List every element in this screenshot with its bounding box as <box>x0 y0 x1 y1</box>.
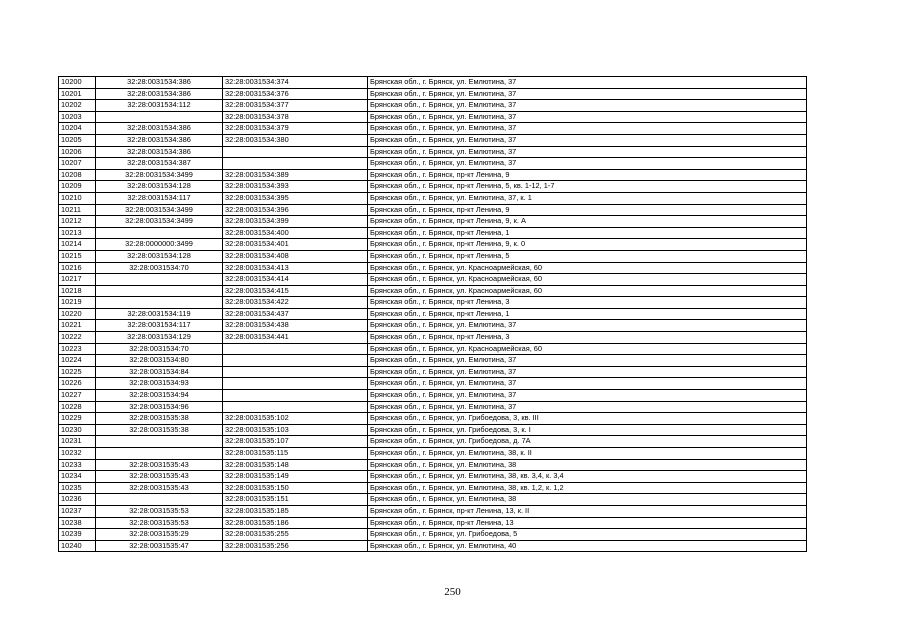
row-number-cell: 10233 <box>59 459 96 471</box>
object-cadastral-number-cell: 32:28:0031534:422 <box>223 297 368 309</box>
row-number-cell: 10238 <box>59 517 96 529</box>
cadastral-number-cell: 32:28:0031534:84 <box>96 366 223 378</box>
object-cadastral-number-cell <box>223 158 368 170</box>
object-cadastral-number-cell: 32:28:0031534:396 <box>223 204 368 216</box>
row-number-cell: 10222 <box>59 332 96 344</box>
object-cadastral-number-cell: 32:28:0031535:103 <box>223 424 368 436</box>
row-number-cell: 10202 <box>59 100 96 112</box>
address-cell: Брянская обл., г. Брянск, ул. Емлютина, 37 <box>368 134 807 146</box>
address-cell: Брянская обл., г. Брянск, пр-кт Ленина, 9, к. 0 <box>368 239 807 251</box>
address-cell: Брянская обл., г. Брянск, пр-кт Ленина, 5 <box>368 250 807 262</box>
table-row <box>59 297 807 309</box>
row-number-cell: 10223 <box>59 343 96 355</box>
table-row <box>59 192 807 204</box>
object-cadastral-number-cell <box>223 146 368 158</box>
cadastral-number-cell: 32:28:0031534:387 <box>96 158 223 170</box>
row-number-cell: 10220 <box>59 308 96 320</box>
cadastral-number-cell: 32:28:0031534:386 <box>96 123 223 135</box>
cadastral-number-cell <box>96 227 223 239</box>
cadastral-number-cell: 32:28:0031534:119 <box>96 308 223 320</box>
table-row <box>59 239 807 251</box>
cadastral-number-cell: 32:28:0031535:43 <box>96 459 223 471</box>
row-number-cell: 10232 <box>59 448 96 460</box>
address-cell: Брянская обл., г. Брянск, пр-кт Ленина, 13 <box>368 517 807 529</box>
address-cell: Брянская обл., г. Брянск, ул. Емлютина, 37 <box>368 320 807 332</box>
cadastral-number-cell <box>96 111 223 123</box>
row-number-cell: 10237 <box>59 505 96 517</box>
cadastral-number-cell <box>96 448 223 460</box>
object-cadastral-number-cell: 32:28:0031535:102 <box>223 413 368 425</box>
row-number-cell: 10203 <box>59 111 96 123</box>
table-body <box>59 77 807 552</box>
table-row <box>59 494 807 506</box>
row-number-cell: 10216 <box>59 262 96 274</box>
object-cadastral-number-cell: 32:28:0031535:151 <box>223 494 368 506</box>
page-number: 250 <box>444 586 461 598</box>
address-cell: Брянская обл., г. Брянск, ул. Емлютина, 37 <box>368 77 807 89</box>
cadastral-number-cell: 32:28:0031534:96 <box>96 401 223 413</box>
object-cadastral-number-cell: 32:28:0031534:377 <box>223 100 368 112</box>
row-number-cell: 10227 <box>59 390 96 402</box>
address-cell: Брянская обл., г. Брянск, ул. Грибоедова, 5 <box>368 529 807 541</box>
address-cell: Брянская обл., г. Брянск, ул. Емлютина, 37 <box>368 146 807 158</box>
row-number-cell: 10235 <box>59 482 96 494</box>
table-row <box>59 88 807 100</box>
object-cadastral-number-cell <box>223 401 368 413</box>
object-cadastral-number-cell: 32:28:0031534:401 <box>223 239 368 251</box>
cadastral-number-cell: 32:28:0031534:386 <box>96 146 223 158</box>
object-cadastral-number-cell: 32:28:0031534:415 <box>223 285 368 297</box>
row-number-cell: 10239 <box>59 529 96 541</box>
address-cell: Брянская обл., г. Брянск, ул. Емлютина, 37 <box>368 378 807 390</box>
table-row <box>59 158 807 170</box>
address-cell: Брянская обл., г. Брянск, ул. Красноармейская, 60 <box>368 343 807 355</box>
table-row <box>59 505 807 517</box>
table-row <box>59 100 807 112</box>
address-cell: Брянская обл., г. Брянск, ул. Грибоедова, 3, к. I <box>368 424 807 436</box>
table-row <box>59 285 807 297</box>
table-row <box>59 308 807 320</box>
table-row <box>59 390 807 402</box>
address-cell: Брянская обл., г. Брянск, ул. Емлютина, 37 <box>368 355 807 367</box>
address-cell: Брянская обл., г. Брянск, пр-кт Ленина, 9 <box>368 204 807 216</box>
cadastral-number-cell: 32:28:0031534:386 <box>96 77 223 89</box>
row-number-cell: 10208 <box>59 169 96 181</box>
table-row <box>59 262 807 274</box>
object-cadastral-number-cell: 32:28:0031534:395 <box>223 192 368 204</box>
cadastral-number-cell: 32:28:0031534:117 <box>96 192 223 204</box>
address-cell: Брянская обл., г. Брянск, ул. Емлютина, 37 <box>368 390 807 402</box>
address-cell: Брянская обл., г. Брянск, ул. Красноармейская, 60 <box>368 262 807 274</box>
row-number-cell: 10225 <box>59 366 96 378</box>
cadastral-number-cell <box>96 494 223 506</box>
object-cadastral-number-cell: 32:28:0031535:185 <box>223 505 368 517</box>
row-number-cell: 10214 <box>59 239 96 251</box>
address-cell: Брянская обл., г. Брянск, ул. Красноармейская, 60 <box>368 285 807 297</box>
address-cell: Брянская обл., г. Брянск, пр-кт Ленина, 9, к. А <box>368 216 807 228</box>
table-row <box>59 123 807 135</box>
cadastral-number-cell <box>96 297 223 309</box>
cadastral-number-cell: 32:28:0031534:70 <box>96 343 223 355</box>
row-number-cell: 10218 <box>59 285 96 297</box>
cadastral-number-cell: 32:28:0031535:29 <box>96 529 223 541</box>
row-number-cell: 10210 <box>59 192 96 204</box>
address-cell: Брянская обл., г. Брянск, ул. Емлютина, 37 <box>368 158 807 170</box>
address-cell: Брянская обл., г. Брянск, пр-кт Ленина, 1 <box>368 227 807 239</box>
row-number-cell: 10205 <box>59 134 96 146</box>
object-cadastral-number-cell: 32:28:0031534:399 <box>223 216 368 228</box>
address-cell: Брянская обл., г. Брянск, ул. Грибоедова, д. 7А <box>368 436 807 448</box>
cadastral-number-cell: 32:28:0031534:128 <box>96 250 223 262</box>
row-number-cell: 10219 <box>59 297 96 309</box>
object-cadastral-number-cell: 32:28:0031534:413 <box>223 262 368 274</box>
address-cell: Брянская обл., г. Брянск, ул. Грибоедова, 3, кв. III <box>368 413 807 425</box>
cadastral-number-cell: 32:28:0031534:117 <box>96 320 223 332</box>
cadastral-number-cell: 32:28:0031534:80 <box>96 355 223 367</box>
row-number-cell: 10228 <box>59 401 96 413</box>
object-cadastral-number-cell: 32:28:0031534:378 <box>223 111 368 123</box>
address-cell: Брянская обл., г. Брянск, пр-кт Ленина, 3 <box>368 297 807 309</box>
cadastral-number-cell: 32:28:0031535:53 <box>96 505 223 517</box>
cadastral-number-cell: 32:28:0031534:3499 <box>96 204 223 216</box>
table-row <box>59 204 807 216</box>
row-number-cell: 10234 <box>59 471 96 483</box>
cadastral-number-cell: 32:28:0031534:112 <box>96 100 223 112</box>
table-row <box>59 448 807 460</box>
cadastral-number-cell: 32:28:0031534:128 <box>96 181 223 193</box>
object-cadastral-number-cell: 32:28:0031534:379 <box>223 123 368 135</box>
row-number-cell: 10215 <box>59 250 96 262</box>
table-row <box>59 517 807 529</box>
table-row <box>59 343 807 355</box>
object-cadastral-number-cell: 32:28:0031534:393 <box>223 181 368 193</box>
row-number-cell: 10201 <box>59 88 96 100</box>
cadastral-table <box>58 76 807 552</box>
cadastral-number-cell: 32:28:0031534:386 <box>96 88 223 100</box>
table-row <box>59 169 807 181</box>
object-cadastral-number-cell <box>223 378 368 390</box>
table-row <box>59 274 807 286</box>
cadastral-number-cell: 32:28:0031535:38 <box>96 424 223 436</box>
address-cell: Брянская обл., г. Брянск, ул. Емлютина, 37 <box>368 401 807 413</box>
address-cell: Брянская обл., г. Брянск, ул. Емлютина, 37 <box>368 88 807 100</box>
table-row <box>59 413 807 425</box>
object-cadastral-number-cell <box>223 343 368 355</box>
row-number-cell: 10229 <box>59 413 96 425</box>
row-number-cell: 10213 <box>59 227 96 239</box>
cadastral-number-cell: 32:28:0031535:43 <box>96 482 223 494</box>
object-cadastral-number-cell: 32:28:0031534:400 <box>223 227 368 239</box>
address-cell: Брянская обл., г. Брянск, ул. Емлютина, 38 <box>368 459 807 471</box>
address-cell: Брянская обл., г. Брянск, ул. Емлютина, 38, к. II <box>368 448 807 460</box>
object-cadastral-number-cell: 32:28:0031534:376 <box>223 88 368 100</box>
object-cadastral-number-cell: 32:28:0031535:150 <box>223 482 368 494</box>
address-cell: Брянская обл., г. Брянск, ул. Емлютина, 38, кв. 3,4, к. 3,4 <box>368 471 807 483</box>
table-row <box>59 378 807 390</box>
address-cell: Брянская обл., г. Брянск, пр-кт Ленина, 5, кв. 1-12, 1-7 <box>368 181 807 193</box>
object-cadastral-number-cell: 32:28:0031535:149 <box>223 471 368 483</box>
table-row <box>59 227 807 239</box>
row-number-cell: 10226 <box>59 378 96 390</box>
table-row <box>59 181 807 193</box>
cadastral-number-cell: 32:28:0031534:94 <box>96 390 223 402</box>
row-number-cell: 10231 <box>59 436 96 448</box>
cadastral-number-cell <box>96 436 223 448</box>
object-cadastral-number-cell: 32:28:0031535:256 <box>223 540 368 552</box>
table-row <box>59 366 807 378</box>
object-cadastral-number-cell: 32:28:0031535:255 <box>223 529 368 541</box>
object-cadastral-number-cell: 32:28:0031534:374 <box>223 77 368 89</box>
table-row <box>59 216 807 228</box>
row-number-cell: 10240 <box>59 540 96 552</box>
table-row <box>59 134 807 146</box>
row-number-cell: 10207 <box>59 158 96 170</box>
table-row <box>59 250 807 262</box>
row-number-cell: 10236 <box>59 494 96 506</box>
address-cell: Брянская обл., г. Брянск, ул. Емлютина, 37 <box>368 366 807 378</box>
object-cadastral-number-cell <box>223 355 368 367</box>
address-cell: Брянская обл., г. Брянск, ул. Емлютина, 37 <box>368 100 807 112</box>
row-number-cell: 10211 <box>59 204 96 216</box>
table-row <box>59 111 807 123</box>
row-number-cell: 10217 <box>59 274 96 286</box>
object-cadastral-number-cell: 32:28:0031535:148 <box>223 459 368 471</box>
table-row <box>59 529 807 541</box>
address-cell: Брянская обл., г. Брянск, пр-кт Ленина, 9 <box>368 169 807 181</box>
object-cadastral-number-cell: 32:28:0031534:438 <box>223 320 368 332</box>
object-cadastral-number-cell: 32:28:0031534:414 <box>223 274 368 286</box>
object-cadastral-number-cell: 32:28:0031534:437 <box>223 308 368 320</box>
row-number-cell: 10212 <box>59 216 96 228</box>
row-number-cell: 10221 <box>59 320 96 332</box>
row-number-cell: 10204 <box>59 123 96 135</box>
cadastral-number-cell: 32:28:0031535:53 <box>96 517 223 529</box>
table-row <box>59 77 807 89</box>
row-number-cell: 10209 <box>59 181 96 193</box>
table-row <box>59 459 807 471</box>
cadastral-number-cell: 32:28:0031534:386 <box>96 134 223 146</box>
cadastral-number-cell: 32:28:0000000:3499 <box>96 239 223 251</box>
cadastral-number-cell: 32:28:0031534:70 <box>96 262 223 274</box>
cadastral-number-cell: 32:28:0031534:3499 <box>96 169 223 181</box>
address-cell: Брянская обл., г. Брянск, ул. Емлютина, 38, кв. 1,2, к. 1,2 <box>368 482 807 494</box>
address-cell: Брянская обл., г. Брянск, пр-кт Ленина, 13, к. II <box>368 505 807 517</box>
object-cadastral-number-cell: 32:28:0031534:441 <box>223 332 368 344</box>
table-row <box>59 471 807 483</box>
object-cadastral-number-cell: 32:28:0031535:107 <box>223 436 368 448</box>
table-row <box>59 320 807 332</box>
object-cadastral-number-cell: 32:28:0031535:186 <box>223 517 368 529</box>
object-cadastral-number-cell <box>223 366 368 378</box>
address-cell: Брянская обл., г. Брянск, ул. Емлютина, 38 <box>368 494 807 506</box>
object-cadastral-number-cell: 32:28:0031534:408 <box>223 250 368 262</box>
cadastral-number-cell <box>96 285 223 297</box>
object-cadastral-number-cell: 32:28:0031535:115 <box>223 448 368 460</box>
cadastral-number-cell: 32:28:0031534:93 <box>96 378 223 390</box>
cadastral-number-cell: 32:28:0031534:3499 <box>96 216 223 228</box>
row-number-cell: 10230 <box>59 424 96 436</box>
cadastral-number-cell: 32:28:0031534:129 <box>96 332 223 344</box>
cadastral-number-cell: 32:28:0031535:47 <box>96 540 223 552</box>
table-row <box>59 540 807 552</box>
table-row <box>59 401 807 413</box>
row-number-cell: 10200 <box>59 77 96 89</box>
table-row <box>59 332 807 344</box>
table-row <box>59 424 807 436</box>
object-cadastral-number-cell <box>223 390 368 402</box>
address-cell: Брянская обл., г. Брянск, ул. Емлютина, 37, к. 1 <box>368 192 807 204</box>
address-cell: Брянская обл., г. Брянск, пр-кт Ленина, 3 <box>368 332 807 344</box>
address-cell: Брянская обл., г. Брянск, ул. Емлютина, 37 <box>368 111 807 123</box>
cadastral-number-cell <box>96 274 223 286</box>
table-row <box>59 482 807 494</box>
address-cell: Брянская обл., г. Брянск, ул. Емлютина, 37 <box>368 123 807 135</box>
address-cell: Брянская обл., г. Брянск, ул. Красноармейская, 60 <box>368 274 807 286</box>
address-cell: Брянская обл., г. Брянск, ул. Емлютина, 40 <box>368 540 807 552</box>
object-cadastral-number-cell: 32:28:0031534:380 <box>223 134 368 146</box>
row-number-cell: 10206 <box>59 146 96 158</box>
row-number-cell: 10224 <box>59 355 96 367</box>
table-row <box>59 146 807 158</box>
address-cell: Брянская обл., г. Брянск, пр-кт Ленина, 1 <box>368 308 807 320</box>
cadastral-number-cell: 32:28:0031535:38 <box>96 413 223 425</box>
table-row <box>59 436 807 448</box>
object-cadastral-number-cell: 32:28:0031534:389 <box>223 169 368 181</box>
table-row <box>59 355 807 367</box>
cadastral-number-cell: 32:28:0031535:43 <box>96 471 223 483</box>
